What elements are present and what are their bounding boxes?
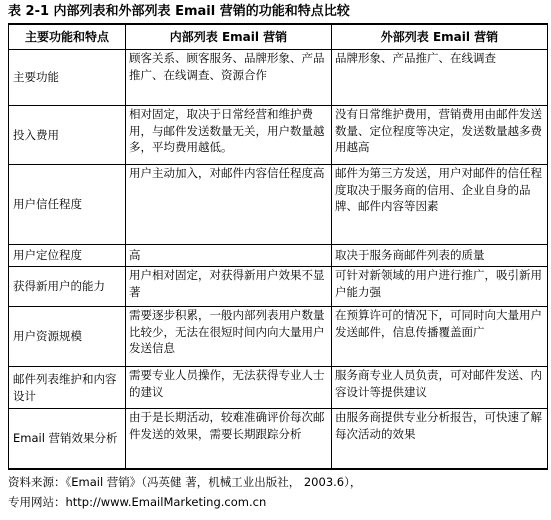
- table-header-row: [9, 24, 548, 50]
- table-row: [9, 409, 548, 469]
- source-note: [8, 472, 547, 512]
- row-external: 品牌形象、产品推广、在线调查: [332, 50, 548, 106]
- source-line-2: 专用网站：http://www.EmailMarketing.com.cn: [8, 495, 267, 509]
- table-row: [9, 50, 548, 106]
- row-feature: 用户定位程度: [9, 245, 126, 267]
- row-internal: 由于是长期活动，较难准确评价每次邮件发送的效果，需要长期跟踪分析: [126, 409, 332, 469]
- row-internal: 需要专业人员操作，无法获得专业人士的建议: [126, 367, 332, 409]
- header-internal: 内部列表 Email 营销: [126, 24, 332, 50]
- table-row: [9, 307, 548, 367]
- row-feature: 投入费用: [9, 106, 126, 165]
- row-internal: 需要逐步积累，一般内部列表用户数量比较少，无法在很短时间内向大量用户发送信息: [126, 307, 332, 367]
- row-external: 在预算许可的情况下，可同时向大量用户发送邮件，信息传播覆盖面广: [332, 307, 548, 367]
- row-internal: 用户相对固定，对获得新用户效果不显著: [126, 267, 332, 307]
- row-external: 邮件为第三方发送，用户对邮件的信任程度取决于服务商的信用、企业自身的品牌、邮件内容等因素: [332, 165, 548, 245]
- row-internal: 用户主动加入，对邮件内容信任程度高: [126, 165, 332, 245]
- row-internal: 相对固定，取决于日常经营和维护费用，与邮件发送数量无关，用户数量越多，平均费用越低。: [126, 106, 332, 165]
- row-external: 可针对新领域的用户进行推广，吸引新用户能力强: [332, 267, 548, 307]
- header-feature: 主要功能和特点: [9, 24, 126, 50]
- table-row: [9, 367, 548, 409]
- row-feature: 获得新用户的能力: [9, 267, 126, 307]
- row-feature: 主要功能: [9, 50, 126, 106]
- source-line-1: 资料来源：《Email 营销》（冯英健 著，机械工业出版社， 2003.6），: [8, 475, 362, 489]
- row-feature: 邮件列表维护和内容设计: [9, 367, 126, 409]
- row-internal: 高: [126, 245, 332, 267]
- row-feature: Email 营销效果分析: [9, 409, 126, 469]
- table-row: [9, 245, 548, 267]
- row-feature: 用户资源规模: [9, 307, 126, 367]
- table-row: [9, 106, 548, 165]
- row-external: 服务商专业人员负责，可对邮件发送、内容设计等提供建议: [332, 367, 548, 409]
- row-external: 没有日常维护费用，营销费用由邮件发送数量、定位程度等决定，发送数量越多费用越高: [332, 106, 548, 165]
- row-external: 取决于服务商邮件列表的质量: [332, 245, 548, 267]
- row-internal: 顾客关系、顾客服务、品牌形象、产品推广、在线调查、资源合作: [126, 50, 332, 106]
- header-external: 外部列表 Email 营销: [332, 24, 548, 50]
- table-row: [9, 165, 548, 245]
- comparison-table: [8, 23, 548, 470]
- row-external: 由服务商提供专业分析报告，可快速了解每次活动的效果: [332, 409, 548, 469]
- table-row: [9, 267, 548, 307]
- table-caption: 表 2-1 内部列表和外部列表 Email 营销的功能和特点比较: [8, 4, 350, 19]
- row-feature: 用户信任程度: [9, 165, 126, 245]
